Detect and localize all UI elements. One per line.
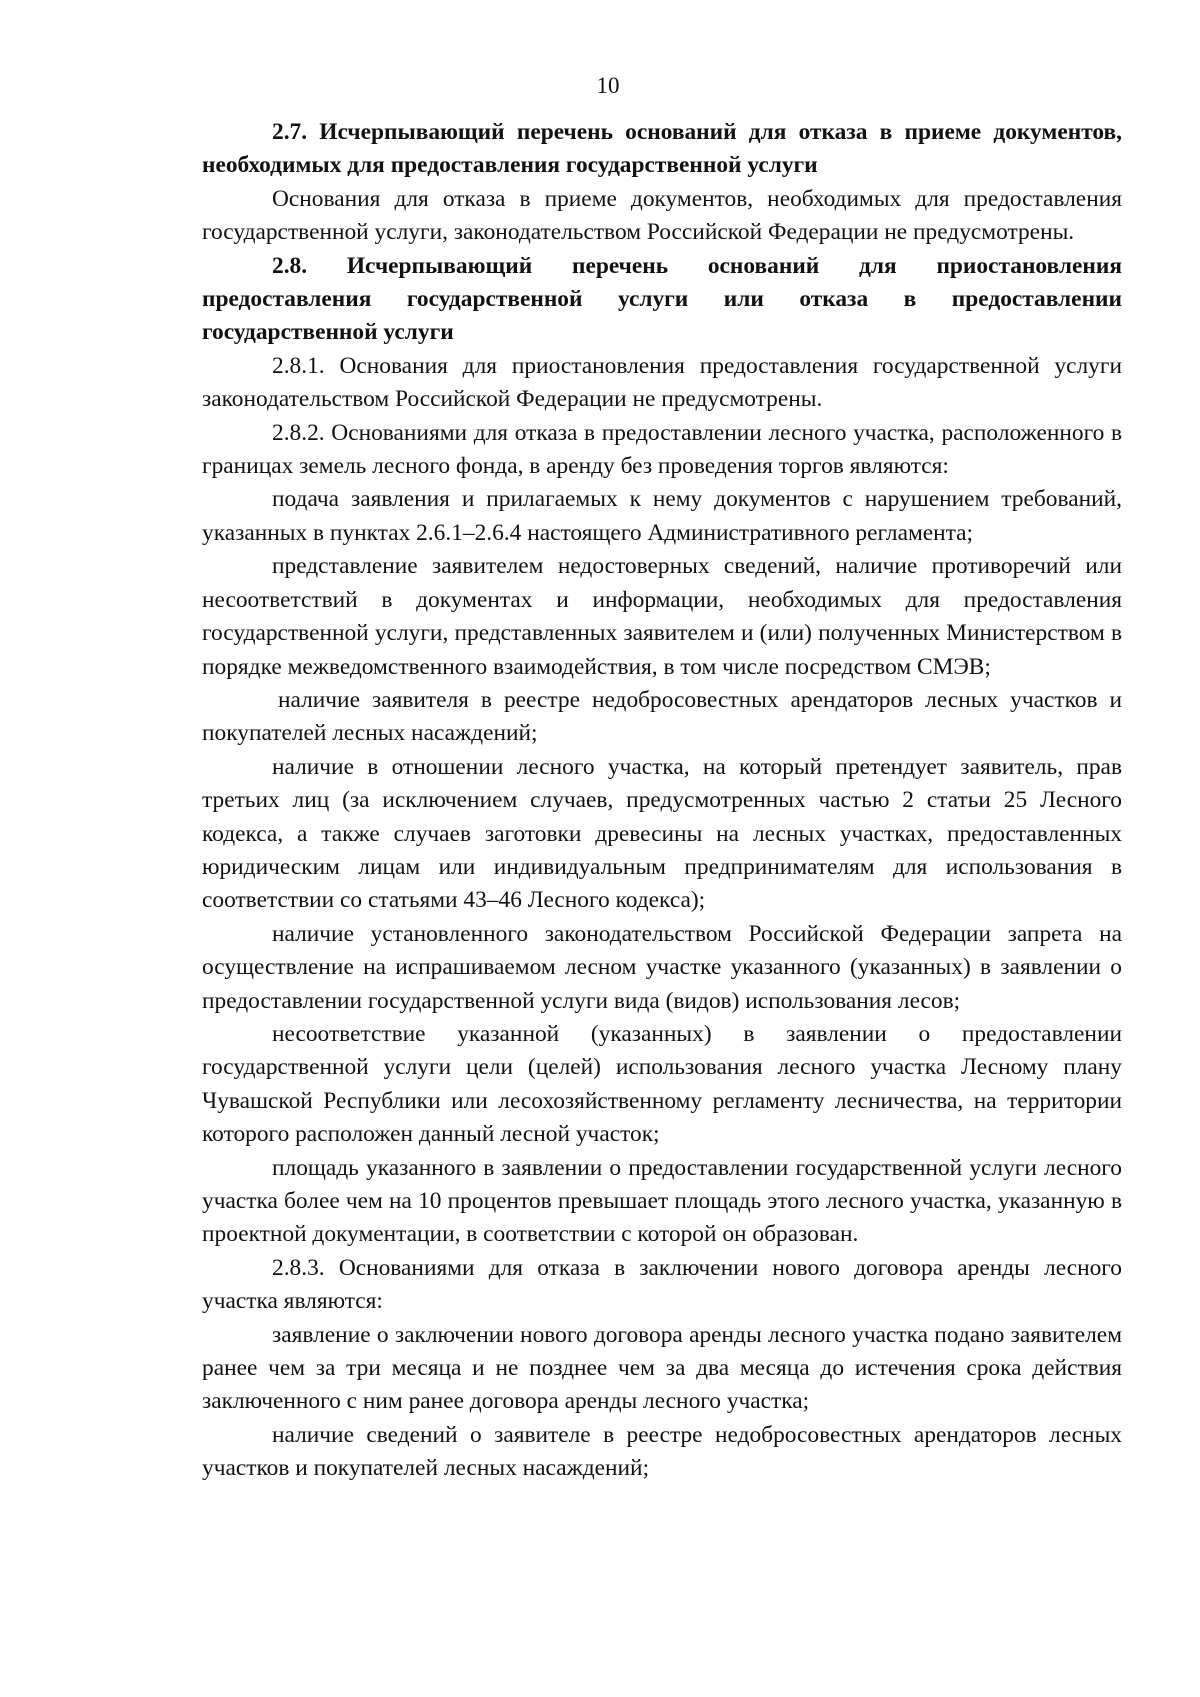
paragraph-2-8-3: 2.8.3. Основаниями для отказа в заключении нового договора аренды лесного участка являются: <box>202 1254 1122 1315</box>
list-item: заявление о заключении нового договора аренды лесного участка подано заявителем ранее чем за три месяца и не позднее чем за два месяца до истечения срока действия заключенного с ним ранее договора аренды лесного участка; <box>202 1321 1122 1415</box>
list-item: площадь указанного в заявлении о предоставлении государственной услуги лесного участка более чем на 10 процентов превышает площадь этого лесного участка, указанную в проектной документации, в соответствии с которой он образован. <box>202 1154 1122 1248</box>
section-heading-2-8: 2.8. Исчерпывающий перечень оснований для приостановления предоставления государственной услуги или отказа в предоставлении государственной услуги <box>202 252 1122 346</box>
paragraph-2-8-1: 2.8.1. Основания для приостановления предоставления государственной услуги законодательством Российской Федерации не предусмотрены. <box>202 352 1122 413</box>
list-item: несоответствие указанной (указанных) в заявлении о предоставлении государственной услуги цели (целей) использования лесного участка Лесному плану Чувашской Республики или лесохозяйственному регламенту лесничества, на территории которого расположен данный лесной участок; <box>202 1020 1122 1148</box>
list-item: наличие в отношении лесного участка, на который претендует заявитель, прав третьих лиц (за исключением случаев, предусмотренных частью 2 статьи 25 Лесного кодекса, а также случаев заготовки древесины на лесных участках, предоставленных юридическим лицам или индивидуальным предпринимателям для использования в соответствии со статьями 43–46 Лесного кодекса); <box>202 753 1122 914</box>
paragraph: Основания для отказа в приеме документов, необходимых для предоставления государственной услуги, законодательством Российской Федерации не предусмотрены. <box>202 185 1122 246</box>
list-item: представление заявителем недостоверных сведений, наличие противоречий или несоответствий в документах и информации, необходимых для предоставления государственной услуги, представленных заявителем и (или) полученных Министерством в порядке межведомственного взаимодействия, в том числе посредством СМЭВ; <box>202 553 1122 680</box>
paragraph-2-8-2: 2.8.2. Основаниями для отказа в предоставлении лесного участка, расположенного в границах земель лесного фонда, в аренду без проведения торгов являются: <box>202 419 1122 480</box>
document-body <box>202 116 1122 1486</box>
list-item: наличие заявителя в реестре недобросовестных арендаторов лесных участков и покупателей лесных насаждений; <box>202 686 1122 747</box>
section-heading-2-7: 2.7. Исчерпывающий перечень оснований для отказа в приеме документов, необходимых для предоставления государственной услуги <box>202 119 1122 179</box>
list-item: подача заявления и прилагаемых к нему документов с нарушением требований, указанных в пунктах 2.6.1–2.6.4 настоящего Административного регламента; <box>202 486 1122 546</box>
list-item: наличие сведений о заявителе в реестре недобросовестных арендаторов лесных участков и покупателей лесных насаждений; <box>202 1421 1122 1482</box>
list-item: наличие установленного законодательством Российской Федерации запрета на осуществление на испрашиваемом лесном участке указанного (указанных) в заявлении о предоставлении государственной услуги вида (видов) использования лесов; <box>202 920 1122 1014</box>
page-number: 10 <box>596 73 620 98</box>
